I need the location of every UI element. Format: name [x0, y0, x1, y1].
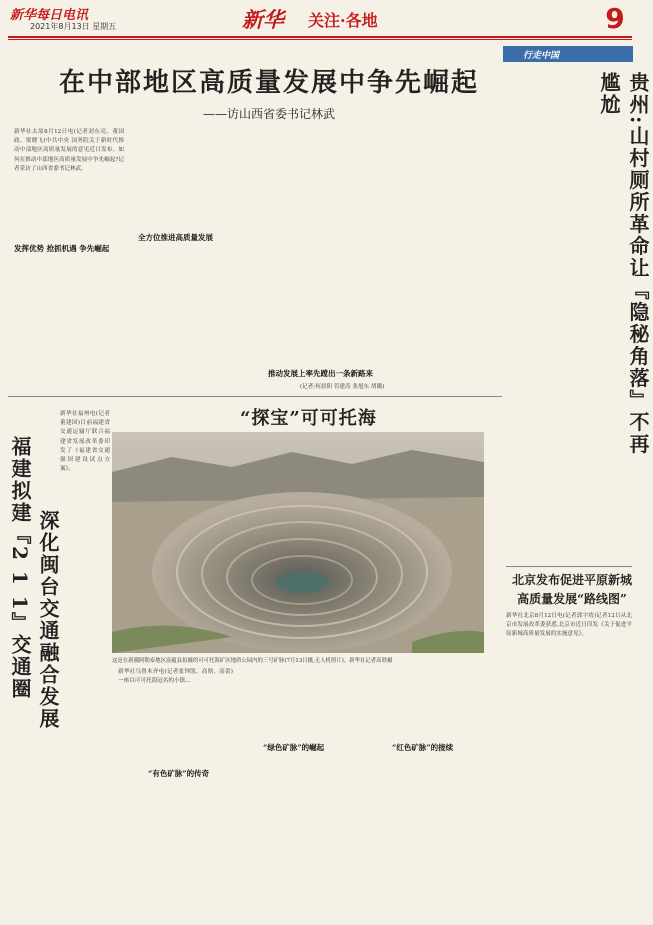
beijing-headline-2: 高质量发展“路线图” — [517, 592, 627, 606]
fujian-headline-2: 深化闽台交通融合发展 — [36, 510, 60, 730]
sidebar-tag-label: 行走中国 — [523, 51, 560, 61]
section-brand: 新华 — [242, 7, 284, 32]
main-byline: ——访山西省委书记林武 — [202, 107, 335, 121]
photo-caption: 这是在新疆阿勒泰地区富蕴县拍摄的可可托海矿区地质公园内的三号矿脉(7月13日摄,无人机照片)。新华社记者高晗摄 — [112, 658, 393, 664]
masthead-date: 2021年8月13日 星期五 — [30, 22, 117, 31]
main-subhead-1: 发挥优势 抢抓机遇 争先崛起 — [14, 244, 110, 253]
mine-photo-image — [112, 432, 484, 653]
main-article-col1-text — [14, 258, 124, 378]
main-subhead-3: 推动发展上率先蹚出一条新路来 — [268, 369, 373, 378]
guizhou-body — [506, 66, 591, 446]
photo-article-col1 — [118, 782, 233, 920]
photo-article-col2 — [240, 668, 355, 738]
photo-article-lead: 新华社乌鲁木齐电(记者张钟凯、高晗、高蕾)一座以可可托海冠名的小镇... — [118, 669, 233, 685]
masthead-rule-thin — [8, 39, 632, 40]
divider — [8, 396, 502, 397]
page-number: 9 — [605, 2, 625, 35]
fujian-body — [60, 520, 110, 810]
photo-headline: “探宝”可可托海 — [240, 408, 377, 429]
mine-photo — [112, 432, 484, 653]
photo-subhead-1: “有色矿脉”的传奇 — [148, 769, 210, 778]
main-article-col3-text — [248, 128, 370, 368]
main-article-col2-text — [131, 128, 241, 228]
fujian-lead: 新华社福州电(记者董建国)日前福建省交通运输厅联合福建省发展改革委印发了《福建省交通强国建设试点方案》。 — [60, 411, 110, 473]
main-article-lead: 新华社太原8月12日电(记者刘东亮、董国政、梁晓飞)中共中央 国务院关于新时代推动中部地区高质量发展的意见近日发布。如何在推动中部地区高质量发展中争先崛起?记者采访了山西省委书记林武。 — [14, 129, 124, 172]
beijing-body — [506, 672, 632, 920]
main-article-col4-text — [376, 128, 500, 378]
photo-subhead-3: “红色矿脉”的接续 — [392, 743, 454, 752]
masthead-logo: 新华每日电讯 — [10, 8, 89, 23]
fujian-body-bottom — [10, 812, 120, 920]
sidebar-section-tag — [503, 46, 633, 62]
main-headline: 在中部地区高质量发展中争先崛起 — [58, 68, 479, 98]
main-article-note: (记者:何晨阳 管建涛 张旭东 胡璐) — [300, 384, 385, 390]
fujian-headline-1: 福建拟建『2 1 1』交通圈 — [8, 436, 32, 700]
main-article-col2b-text — [131, 246, 241, 386]
photo-article-col3 — [362, 668, 484, 740]
masthead-rule — [8, 36, 632, 38]
photo-subhead-2: “绿色矿脉”的崛起 — [263, 743, 325, 752]
sidebar-divider — [506, 566, 632, 567]
beijing-lead: 新华社北京8月12日电(记者郭宇靖)记者12日从北京市发展改革委获悉,北京市近日印发《关于促进平原新城高质量发展的实施意见》。 — [506, 613, 632, 638]
section-name: 关注·各地 — [308, 11, 378, 30]
photo-article-col3b — [362, 756, 484, 920]
guizhou-headline: 贵州:山村厕所革命让『隐秘角落』不再尴尬 — [597, 72, 650, 456]
guizhou-body-bottom — [506, 452, 632, 562]
main-subhead-2: 全方位推进高质量发展 — [138, 233, 213, 242]
photo-article-col2b — [240, 756, 355, 920]
beijing-headline-1: 北京发布促进平原新城 — [512, 573, 633, 587]
